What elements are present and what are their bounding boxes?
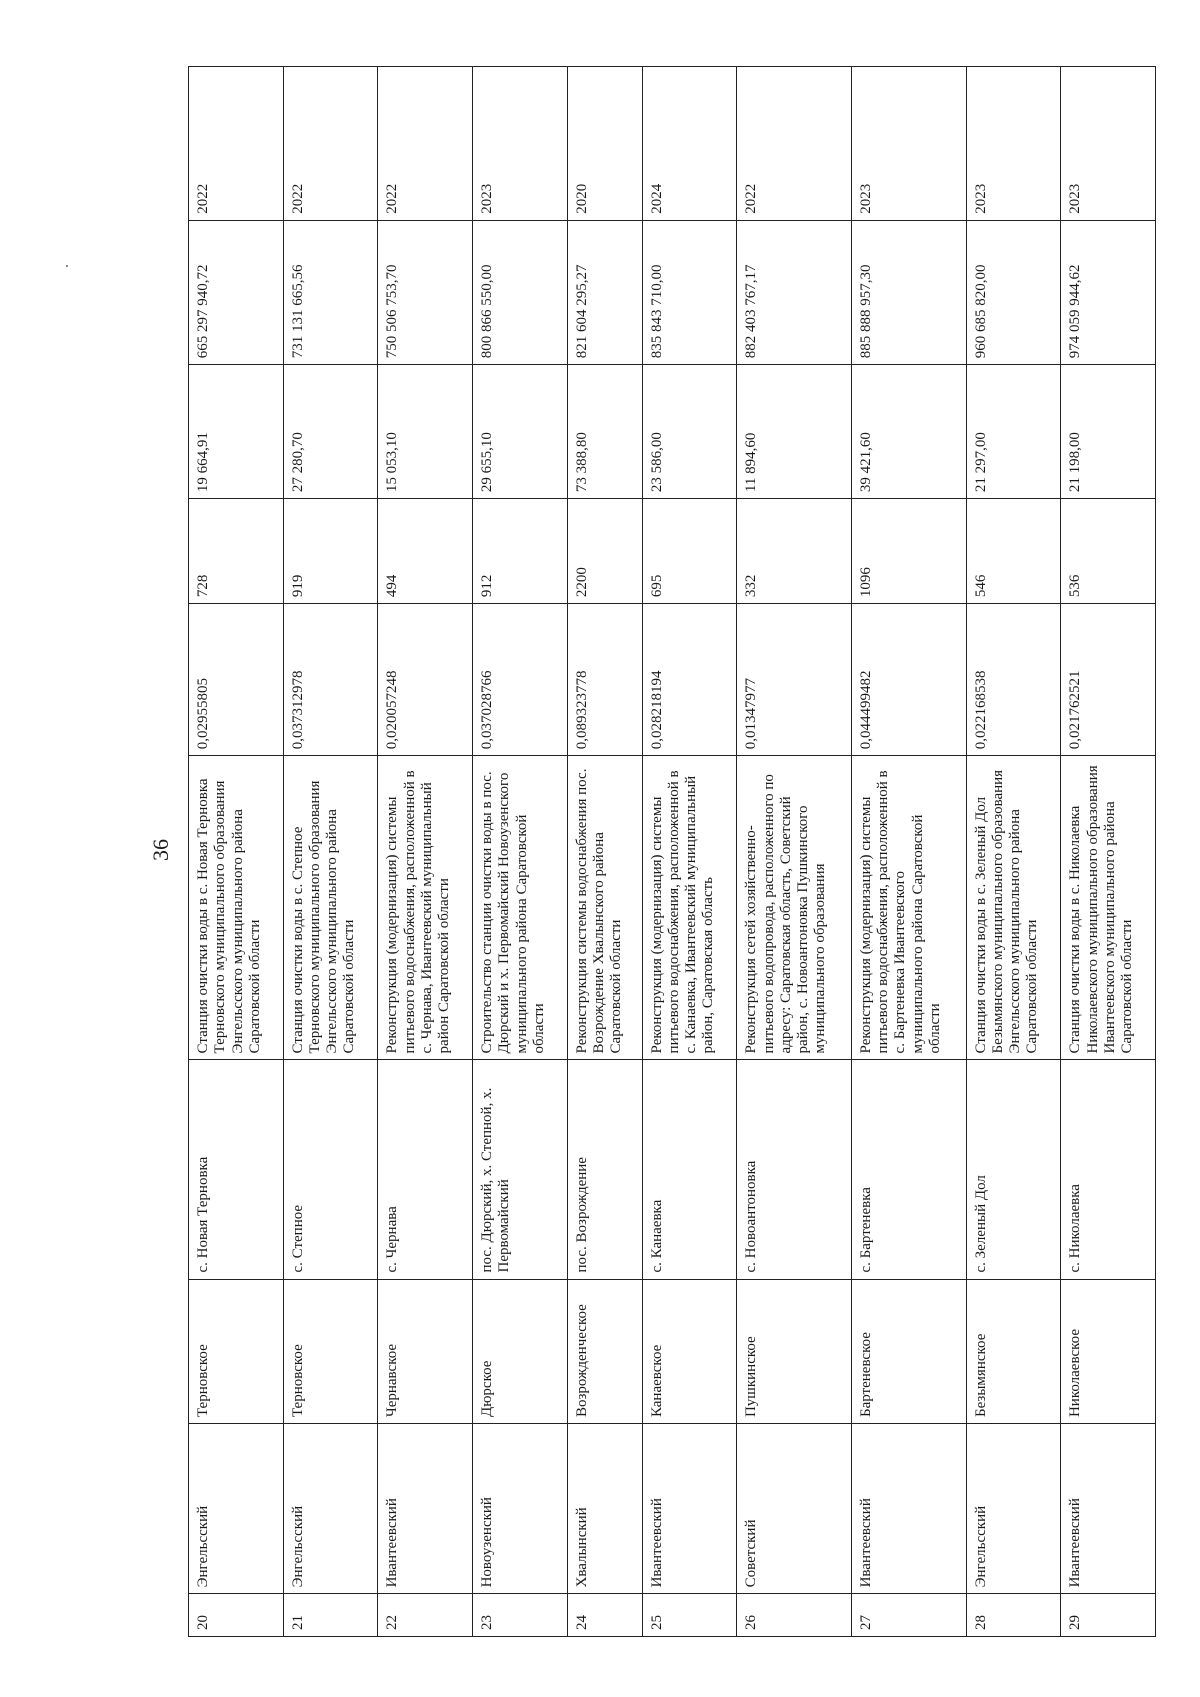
population-cell: 919 [283, 499, 378, 604]
table-row [1061, 67, 1156, 1637]
object-description-cell: Станция очистки воды в с. Новая Терновка Терновского муниципального образования Энгельсского муниципального района Саратовской области [189, 756, 284, 1060]
table-row [966, 67, 1061, 1637]
locality-cell: с. Чернава [378, 1060, 473, 1279]
table-row [189, 67, 284, 1637]
year-cell: 2023 [966, 67, 1061, 221]
cost-per-person-cell: 21 297,00 [966, 365, 1061, 499]
cost-per-person-cell: 21 198,00 [1061, 365, 1156, 499]
table-row [737, 67, 852, 1637]
locality-cell: пос. Возрождение [567, 1060, 642, 1279]
row-number-cell: 28 [966, 1594, 1061, 1637]
district-cell: Ивантеевский [851, 1424, 966, 1594]
locality-cell: с. Новоантоновка [737, 1060, 852, 1279]
coefficient-cell: 0,02955805 [189, 604, 284, 756]
cost-per-person-cell: 73 388,80 [567, 365, 642, 499]
coefficient-cell: 0,037028766 [473, 604, 568, 756]
district-cell: Энгельсский [189, 1424, 284, 1594]
row-number-cell: 20 [189, 1594, 284, 1637]
table-row [567, 67, 642, 1637]
year-cell: 2022 [189, 67, 284, 221]
object-description-cell: Станция очистки воды в с. Зеленый Дол Безымянского муниципального образования Энгельсского муниципального района Саратовской области [966, 756, 1061, 1060]
table-body [189, 67, 1156, 1637]
population-cell: 2200 [567, 499, 642, 604]
year-cell: 2022 [283, 67, 378, 221]
total-cost-cell: 960 685 820,00 [966, 220, 1061, 365]
total-cost-cell: 821 604 295,27 [567, 220, 642, 365]
table-row [378, 67, 473, 1637]
coefficient-cell: 0,044499482 [851, 604, 966, 756]
district-cell: Ивантеевский [378, 1424, 473, 1594]
object-description-cell: Реконструкция сетей хозяйственно-питьевого водопровода, расположенного по адресу: Саратовская область, Советский район, с. Новоантоновка Пушкинского муниципального образования [737, 756, 852, 1060]
cost-per-person-cell: 23 586,00 [642, 365, 737, 499]
population-cell: 912 [473, 499, 568, 604]
settlement-cell: Николаевское [1061, 1279, 1156, 1424]
coefficient-cell: 0,089323778 [567, 604, 642, 756]
year-cell: 2023 [851, 67, 966, 221]
object-description-cell: Реконструкция (модернизация) системы питьевого водоснабжения, расположенной в с. Канаевка, Ивантеевский муниципальный район, Саратовская область [642, 756, 737, 1060]
locality-cell: пос. Дюрский, х. Степной, х. Первомайский [473, 1060, 568, 1279]
district-cell: Энгельсский [283, 1424, 378, 1594]
table-row [473, 67, 568, 1637]
district-cell: Новоузенский [473, 1424, 568, 1594]
year-cell: 2022 [737, 67, 852, 221]
object-description-cell: Станция очистки воды в с. Степное Терновского муниципального образования Энгельсского муниципального района Саратовской области [283, 756, 378, 1060]
coefficient-cell: 0,021762521 [1061, 604, 1156, 756]
coefficient-cell: 0,022168538 [966, 604, 1061, 756]
table-frame [188, 66, 1156, 1637]
population-cell: 1096 [851, 499, 966, 604]
coefficient-cell: 0,01347977 [737, 604, 852, 756]
cost-per-person-cell: 27 280,70 [283, 365, 378, 499]
population-cell: 695 [642, 499, 737, 604]
total-cost-cell: 750 506 753,70 [378, 220, 473, 365]
settlement-cell: Терновское [189, 1279, 284, 1424]
district-cell: Энгельсский [966, 1424, 1061, 1594]
settlement-cell: Чернавское [378, 1279, 473, 1424]
total-cost-cell: 885 888 957,30 [851, 220, 966, 365]
population-cell: 728 [189, 499, 284, 604]
population-cell: 332 [737, 499, 852, 604]
population-cell: 494 [378, 499, 473, 604]
district-cell: Ивантеевский [642, 1424, 737, 1594]
settlement-cell: Канаевское [642, 1279, 737, 1424]
row-number-cell: 21 [283, 1594, 378, 1637]
settlement-cell: Дюрское [473, 1279, 568, 1424]
district-cell: Ивантеевский [1061, 1424, 1156, 1594]
cost-per-person-cell: 29 655,10 [473, 365, 568, 499]
table-row [851, 67, 966, 1637]
total-cost-cell: 882 403 767,17 [737, 220, 852, 365]
settlement-cell: Безымянское [966, 1279, 1061, 1424]
object-description-cell: Реконструкция (модернизация) системы питьевого водоснабжения, расположенной в с. Бартеневка Ивантеевского муниципального района Саратовской области [851, 756, 966, 1060]
district-cell: Советский [737, 1424, 852, 1594]
cost-per-person-cell: 11 894,60 [737, 365, 852, 499]
rotated-table-wrapper [188, 66, 1156, 1637]
coefficient-cell: 0,037312978 [283, 604, 378, 756]
settlement-cell: Бартеневское [851, 1279, 966, 1424]
year-cell: 2024 [642, 67, 737, 221]
table-row [642, 67, 737, 1637]
settlement-cell: Пушкинское [737, 1279, 852, 1424]
coefficient-cell: 0,028218194 [642, 604, 737, 756]
year-cell: 2020 [567, 67, 642, 221]
locality-cell: с. Бартеневка [851, 1060, 966, 1279]
population-cell: 536 [1061, 499, 1156, 604]
cost-per-person-cell: 15 053,10 [378, 365, 473, 499]
locality-cell: с. Зеленый Дол [966, 1060, 1061, 1279]
cost-per-person-cell: 39 421,60 [851, 365, 966, 499]
year-cell: 2023 [1061, 67, 1156, 221]
population-cell: 546 [966, 499, 1061, 604]
total-cost-cell: 665 297 940,72 [189, 220, 284, 365]
row-number-cell: 23 [473, 1594, 568, 1637]
locality-cell: с. Степное [283, 1060, 378, 1279]
table-row [283, 67, 378, 1637]
total-cost-cell: 974 059 944,62 [1061, 220, 1156, 365]
row-number-cell: 25 [642, 1594, 737, 1637]
object-description-cell: Реконструкция системы водоснабжения пос. Возрождение Хвалынского района Саратовской области [567, 756, 642, 1060]
total-cost-cell: 800 866 550,00 [473, 220, 568, 365]
scan-speck [66, 265, 68, 267]
locality-cell: с. Николаевка [1061, 1060, 1156, 1279]
object-description-cell: Реконструкция (модернизация) системы питьевого водоснабжения, расположенной в с. Чернава, Ивантеевский муниципальный район Саратовской области [378, 756, 473, 1060]
total-cost-cell: 731 131 665,56 [283, 220, 378, 365]
cost-per-person-cell: 19 664,91 [189, 365, 284, 499]
district-cell: Хвалынский [567, 1424, 642, 1594]
page-number: 36 [148, 839, 173, 861]
row-number-cell: 22 [378, 1594, 473, 1637]
row-number-cell: 27 [851, 1594, 966, 1637]
total-cost-cell: 835 843 710,00 [642, 220, 737, 365]
locality-cell: с. Новая Терновка [189, 1060, 284, 1279]
settlement-cell: Терновское [283, 1279, 378, 1424]
year-cell: 2023 [473, 67, 568, 221]
row-number-cell: 26 [737, 1594, 852, 1637]
row-number-cell: 24 [567, 1594, 642, 1637]
row-number-cell: 29 [1061, 1594, 1156, 1637]
year-cell: 2022 [378, 67, 473, 221]
object-description-cell: Строительство станции очистки воды в пос. Дюрский и х. Первомайский Новоузенского муниципального района Саратовской области [473, 756, 568, 1060]
locality-cell: с. Канаевка [642, 1060, 737, 1279]
coefficient-cell: 0,020057248 [378, 604, 473, 756]
object-description-cell: Станция очистки воды в с. Николаевка Николаевского муниципального образования Ивантеевского муниципального района Саратовской области [1061, 756, 1156, 1060]
water-projects-table [188, 66, 1156, 1637]
settlement-cell: Возрожденческое [567, 1279, 642, 1424]
